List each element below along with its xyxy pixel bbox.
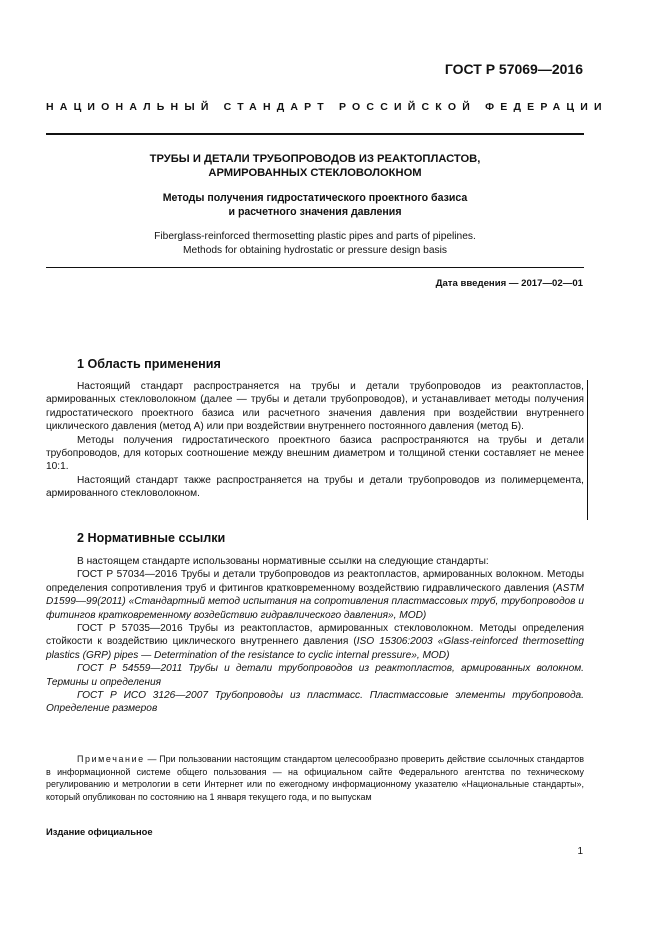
- reference-gost-57034: [46, 568, 584, 622]
- reference-gost-57034-source: ASTM D1599—99(2011) «Стандартный метод испытания на сопротивления пластмассовых труб, трубопроводов и фитингов кратковременному воздействию гидравлического давления», MOD): [46, 582, 584, 621]
- reference-gost-iso-3126: ГОСТ Р ИСО 3126—2007 Трубопроводы из пластмасс. Пластмассовые элементы трубопровода. Определение размеров: [46, 690, 584, 715]
- note: [46, 753, 584, 803]
- section-2-heading: 2 Нормативные ссылки: [77, 531, 226, 545]
- reference-gost-57035: [46, 622, 584, 662]
- title-line-2: АРМИРОВАННЫХ СТЕКЛОВОЛОКНОМ: [208, 167, 422, 179]
- section-1-paragraph-3: Настоящий стандарт также распространяется на трубы и детали трубопроводов из полимерцемента, армированного стекловолокном.: [46, 474, 584, 500]
- standard-number: ГОСТ Р 57069—2016: [444, 61, 583, 77]
- subtitle-line-2: и расчетного значения давления: [228, 205, 402, 218]
- english-title-line-2: Methods for obtaining hydrostatic or pressure design basis: [183, 244, 447, 256]
- header-rule: [46, 133, 584, 135]
- note-label: Примечание: [77, 754, 145, 764]
- reference-gost-54559: ГОСТ Р 54559—2011 Трубы и детали трубопроводов из реактопластов, армированных волокном. Термины и определения: [46, 663, 584, 688]
- english-title-line-1: Fiberglass-reinforced thermosetting plastic pipes and parts of pipelines.: [154, 231, 476, 242]
- official-edition-label: Издание официальное: [46, 826, 153, 837]
- title-rule: [46, 267, 584, 268]
- section-1-heading: 1 Область применения: [77, 357, 221, 371]
- document-subtitle: [46, 192, 584, 219]
- english-title: [46, 230, 584, 257]
- subtitle-line-1: Методы получения гидростатического проектного базиса: [162, 192, 468, 204]
- section-1-paragraph-2: Методы получения гидростатического проектного базиса распространяются на трубы и детали трубопроводов, для которых соотношение между внешним диаметром и толщиной стенки составляет не менее 10:1.: [46, 434, 584, 473]
- reference-gost-57034-title: ГОСТ Р 57034—2016 Трубы и детали трубопроводов из реактопластов, армированных волокном. Методы определения сопротивления труб и фитингов кратковременному воздействию гидравлического давления (: [46, 569, 584, 594]
- reference-gost-57035-source: ISO 15306:2003 «Glass-reinforced thermosetting plastics (GRP) pipes — Determination of the resistance to cyclic internal pressure», MOD): [46, 636, 584, 661]
- references-intro: В настоящем стандарте использованы нормативные ссылки на следующие стандарты:: [77, 556, 489, 567]
- section-1-paragraph-1: Настоящий стандарт распространяется на трубы и детали трубопроводов из реактопластов, армированных стекловолокном (далее — трубы и детали трубопроводов), и устанавливает методы получения гидростатического проектного базиса или расчетного значения давления при воздействии внутреннего циклического давления (метод А) или при воздействии внутреннего постоянного давления (метод Б).: [46, 381, 584, 433]
- introduction-date: Дата введения — 2017—02—01: [435, 278, 583, 289]
- reference-gost-57035-title: ГОСТ Р 57035—2016 Трубы из реактопластов, армированных стекловолокном. Методы определения стойкости к воздействию циклического внутреннего давления (: [46, 623, 584, 648]
- document-title: [46, 152, 584, 180]
- national-standard-banner: НАЦИОНАЛЬНЫЙ СТАНДАРТ РОССИЙСКОЙ ФЕДЕРАЦИИ: [46, 101, 608, 113]
- section-1-body: [46, 380, 584, 501]
- change-bar: [587, 380, 588, 520]
- section-2-body: [46, 555, 584, 716]
- title-line-1: ТРУБЫ И ДЕТАЛИ ТРУБОПРОВОДОВ ИЗ РЕАКТОПЛАСТОВ,: [149, 153, 481, 165]
- page-number: 1: [577, 846, 583, 857]
- note-text: — При пользовании настоящим стандартом целесообразно проверить действие ссылочных стандартов в информационной системе общего пользования — на официальном сайте Федерального агентства по техническому регулированию и метрологии в сети Интернет или по ежегодному информационному указателю «Национальные стандарты», который опубликован по состоянию на 1 января текущего года, и по выпускам: [46, 754, 584, 802]
